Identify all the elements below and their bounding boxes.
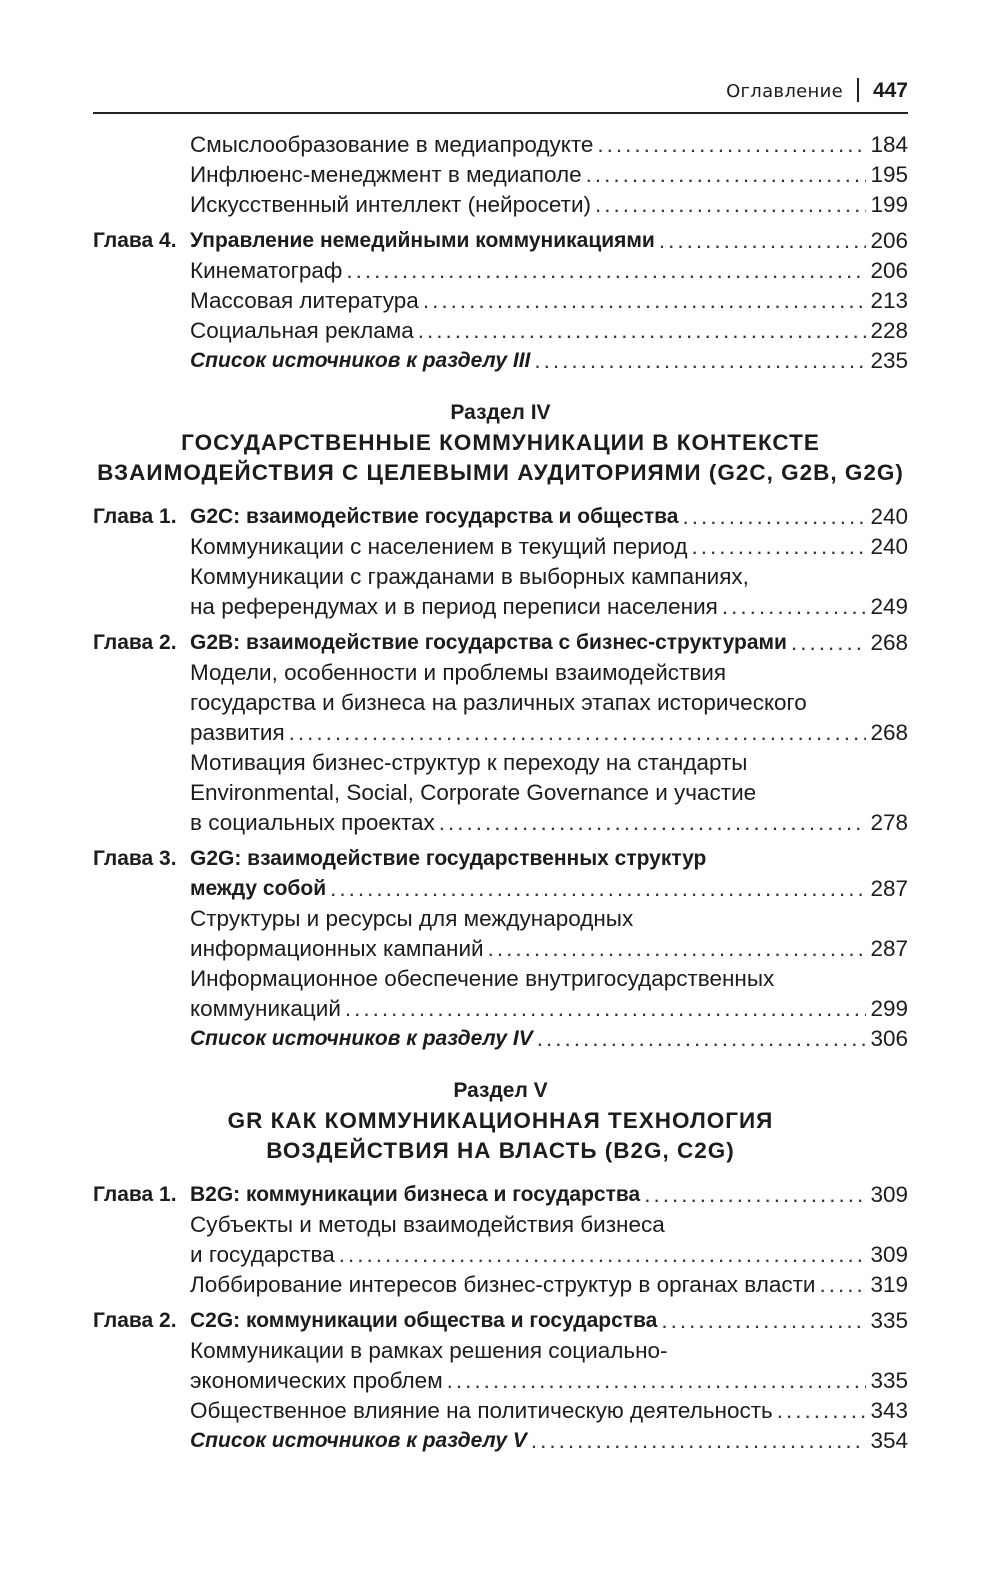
chapter-page: 335 <box>870 1308 908 1333</box>
toc-entry-title: и государства <box>190 1242 335 1267</box>
leader-dots <box>595 190 866 220</box>
chapter-entry[interactable] <box>93 226 908 256</box>
toc-entry-page: 199 <box>870 192 908 217</box>
leader-dots <box>345 994 867 1024</box>
leader-dots <box>423 286 867 316</box>
leader-dots <box>488 934 867 964</box>
sources-title: Список источников к разделу III <box>190 349 531 372</box>
section-label: Раздел V <box>453 1079 548 1102</box>
chapter-label: Глава 1. <box>93 1183 177 1206</box>
running-header <box>93 78 908 114</box>
leader-dots <box>777 1396 867 1426</box>
toc-entry-title: Смыслообразование в медиапродукте <box>190 132 594 157</box>
leader-dots <box>586 160 867 190</box>
section-title-line: ВОЗДЕЙСТВИЯ НА ВЛАСТЬ (B2G, C2G) <box>266 1138 735 1163</box>
chapter-label: Глава 2. <box>93 1309 177 1332</box>
toc-entry-line: Субъекты и методы взаимодействия бизнеса <box>190 1212 665 1237</box>
chapter-entry[interactable] <box>93 874 908 904</box>
leader-dots <box>537 1024 867 1054</box>
chapter-page: 309 <box>870 1182 908 1207</box>
toc-entry-title: Кинематограф <box>190 258 343 283</box>
sources-title: Список источников к разделу V <box>190 1429 527 1452</box>
toc-entry-page: 213 <box>870 288 908 313</box>
chapter-title: B2G: коммуникации бизнеса и государства <box>190 1183 641 1206</box>
chapter-page: 206 <box>870 228 908 253</box>
leader-dots <box>447 1366 867 1396</box>
toc-entry-page: 309 <box>870 1242 908 1267</box>
toc-entry-page: 287 <box>870 936 908 961</box>
chapter-page: 240 <box>870 504 908 529</box>
section-heading <box>93 398 908 488</box>
toc-entry-title: информационных кампаний <box>190 936 484 961</box>
toc-entry-line: Мотивация бизнес-структур к переходу на стандарты <box>190 750 748 775</box>
toc-entry-title: Коммуникации с населением в текущий период <box>190 534 688 559</box>
toc-entry[interactable] <box>93 1240 908 1270</box>
toc-entry[interactable] <box>93 994 908 1024</box>
toc-entry-page: 278 <box>870 810 908 835</box>
chapter-entry[interactable] <box>93 1180 908 1210</box>
toc-entry-title: коммуникаций <box>190 996 341 1021</box>
leader-dots <box>659 226 867 256</box>
toc-entry-title: Социальная реклама <box>190 318 414 343</box>
chapter-title: между собой <box>190 877 327 900</box>
toc-entry[interactable] <box>93 718 908 748</box>
toc-entry[interactable] <box>93 256 908 286</box>
toc-entry-page: 228 <box>870 318 908 343</box>
sources-page: 306 <box>870 1026 908 1051</box>
toc-entry-page: 206 <box>870 258 908 283</box>
toc-entry-title: Общественное влияние на политическую деятельность <box>190 1398 773 1423</box>
leader-dots <box>791 628 867 658</box>
chapter-page: 287 <box>870 876 908 901</box>
section-title-line: ГОСУДАРСТВЕННЫЕ КОММУНИКАЦИИ В КОНТЕКСТЕ <box>181 430 820 455</box>
toc-entry-line: государства и бизнеса на различных этапах исторического <box>190 690 807 715</box>
leader-dots <box>644 1180 866 1210</box>
chapter-entry[interactable] <box>93 502 908 532</box>
header-separator <box>857 78 859 102</box>
toc-entry[interactable] <box>93 592 908 622</box>
sources-entry[interactable] <box>93 1426 908 1456</box>
toc-entry[interactable] <box>93 160 908 190</box>
leader-dots <box>597 130 866 160</box>
toc-entry[interactable] <box>93 1270 908 1300</box>
sources-page: 235 <box>870 348 908 373</box>
toc-entry[interactable] <box>93 190 908 220</box>
toc-entry[interactable] <box>93 316 908 346</box>
section-label: Раздел IV <box>450 401 551 424</box>
leader-dots <box>531 1426 867 1456</box>
toc-entry-page: 268 <box>870 720 908 745</box>
chapter-title-line: G2G: взаимодействие государственных структур <box>190 847 707 870</box>
chapter-page: 268 <box>870 630 908 655</box>
toc-entry-line: Коммуникации в рамках решения социально- <box>190 1338 668 1363</box>
leader-dots <box>418 316 867 346</box>
chapter-label: Глава 3. <box>93 847 177 870</box>
toc-entry-title: развития <box>190 720 285 745</box>
toc-entry[interactable] <box>93 130 908 160</box>
leader-dots <box>534 346 866 376</box>
chapter-label: Глава 2. <box>93 631 177 654</box>
chapter-title: C2G: коммуникации общества и государства <box>190 1309 658 1332</box>
toc-entry-line: Информационное обеспечение внутригосударственных <box>190 966 775 991</box>
leader-dots <box>682 502 866 532</box>
toc-entry-title: в социальных проектах <box>190 810 435 835</box>
chapter-title: G2B: взаимодействие государства с бизнес-структурами <box>190 631 787 654</box>
page-number: 447 <box>872 79 908 102</box>
leader-dots <box>691 532 866 562</box>
leader-dots <box>661 1306 866 1336</box>
toc-entry-line: Модели, особенности и проблемы взаимодействия <box>190 660 727 685</box>
toc-entry-page: 249 <box>870 594 908 619</box>
toc-entry-page: 335 <box>870 1368 908 1393</box>
sources-title: Список источников к разделу IV <box>190 1027 533 1050</box>
toc-entry[interactable] <box>93 532 908 562</box>
chapter-label: Глава 1. <box>93 505 177 528</box>
chapter-entry[interactable] <box>93 1306 908 1336</box>
table-of-contents <box>93 130 908 1456</box>
toc-entry-page: 343 <box>870 1398 908 1423</box>
toc-entry[interactable] <box>93 808 908 838</box>
toc-entry[interactable] <box>93 1366 908 1396</box>
toc-entry[interactable] <box>93 934 908 964</box>
toc-entry-line: Environmental, Social, Corporate Governance и участие <box>190 780 757 805</box>
chapter-label: Глава 4. <box>93 229 177 252</box>
leader-dots <box>439 808 867 838</box>
toc-entry-page: 299 <box>870 996 908 1021</box>
toc-entry[interactable] <box>93 286 908 316</box>
sources-page: 354 <box>870 1428 908 1453</box>
toc-entry-line: Коммуникации с гражданами в выборных кампаниях, <box>190 564 749 589</box>
running-title: Оглавление <box>726 81 843 102</box>
leader-dots <box>722 592 867 622</box>
chapter-entry-line <box>93 844 908 874</box>
leader-dots <box>289 718 867 748</box>
toc-entry[interactable] <box>93 1396 908 1426</box>
sources-entry[interactable] <box>93 1024 908 1054</box>
toc-entry-page: 240 <box>870 534 908 559</box>
toc-entry-title: Инфлюенс-менеджмент в медиаполе <box>190 162 582 187</box>
toc-entry-title: Искусственный интеллект (нейросети) <box>190 192 592 217</box>
toc-entry-line: Структуры и ресурсы для международных <box>190 906 634 931</box>
toc-entry-page: 319 <box>870 1272 908 1297</box>
chapter-title: G2C: взаимодействие государства и общества <box>190 505 679 528</box>
toc-entry-title: на референдумах и в период переписи населения <box>190 594 718 619</box>
toc-entry-page: 195 <box>870 162 908 187</box>
toc-entry-title: Массовая литература <box>190 288 419 313</box>
leader-dots <box>346 256 866 286</box>
section-heading <box>93 1076 908 1166</box>
leader-dots <box>330 874 866 904</box>
section-title-line: ВЗАИМОДЕЙСТВИЯ С ЦЕЛЕВЫМИ АУДИТОРИЯМИ (G2C, G2B, G2G) <box>97 460 904 485</box>
toc-entry-page: 184 <box>870 132 908 157</box>
chapter-entry[interactable] <box>93 628 908 658</box>
toc-entry-title: Лоббирование интересов бизнес-структур в органах власти <box>190 1272 816 1297</box>
leader-dots <box>819 1270 866 1300</box>
sources-entry[interactable] <box>93 346 908 376</box>
section-title-line: GR КАК КОММУНИКАЦИОННАЯ ТЕХНОЛОГИЯ <box>227 1108 774 1133</box>
leader-dots <box>339 1240 867 1270</box>
chapter-title: Управление немедийными коммуникациями <box>190 229 655 252</box>
toc-entry-title: экономических проблем <box>190 1368 443 1393</box>
